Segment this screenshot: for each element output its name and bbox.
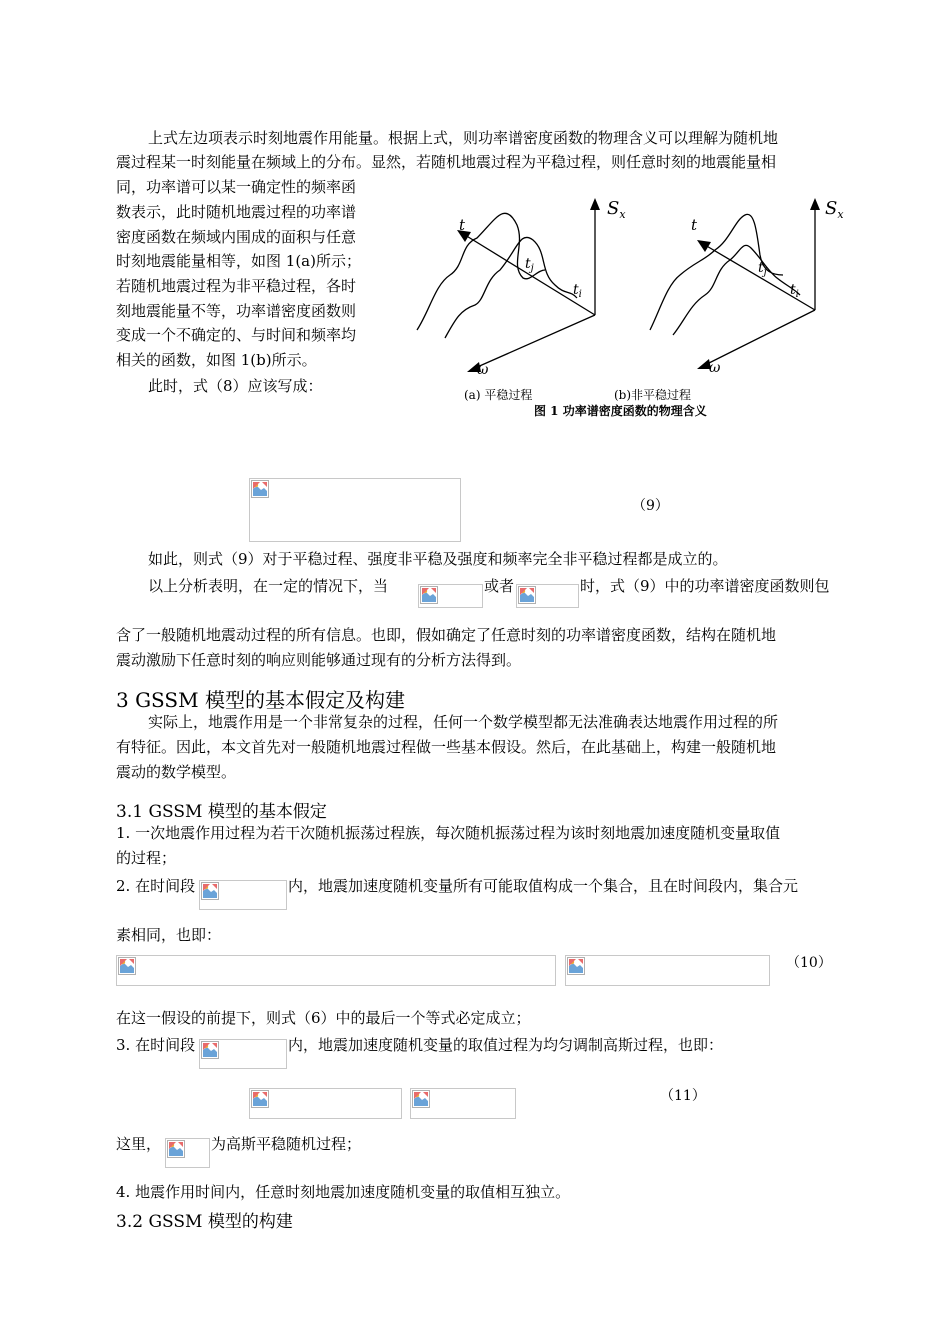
label-omega-b: ω — [709, 360, 721, 376]
inline-formula-image — [199, 880, 287, 910]
equation-11-number: （11） — [660, 1088, 706, 1104]
broken-image-icon — [201, 882, 219, 900]
figure-1a-caption: (a) 平稳过程 — [464, 388, 533, 402]
figure-1b-caption: (b)非平稳过程 — [614, 388, 692, 402]
after-eq10-line: 在这一假设的前提下，则式（6）中的最后一个等式必定成立； — [116, 1009, 531, 1027]
para1-narrow-line: 同，功率谱可以某一确定性的频率函 — [116, 178, 357, 196]
label-t-a: t — [459, 216, 466, 234]
here-line-b: 为高斯平稳随机过程； — [211, 1135, 362, 1153]
item2-line2: 素相同，也即： — [116, 926, 222, 944]
item2-line1a: 2. 在时间段 — [116, 877, 196, 895]
label-ti-b: $t_i$ — [790, 282, 799, 300]
axis-omega-line — [475, 315, 595, 368]
equation-11-image-right — [410, 1088, 516, 1119]
equation-10-image-left — [116, 955, 556, 986]
section-3-1-heading: 3.1 GSSM 模型的基本假定 — [116, 802, 327, 822]
item4-line: 4. 地震作用时间内，任意时刻地震加速度随机变量的取值相互独立。 — [116, 1183, 571, 1201]
label-tj-a: $t_j$ — [525, 256, 534, 274]
axis-t-line — [465, 235, 595, 315]
section3-p1: 实际上，地震作用是一个非常复杂的过程，任何一个数学模型都无法准确表达地震作用过程的所 — [148, 713, 779, 731]
axis-sx-arrow — [810, 198, 820, 210]
item3-line1a: 3. 在时间段 — [116, 1036, 196, 1054]
broken-image-icon — [412, 1090, 430, 1108]
broken-image-icon — [251, 1090, 269, 1108]
section3-p2: 有特征。因此，本文首先对一般随机地震过程做一些基本假设。然后，在此基础上，构建一般随机地 — [116, 738, 777, 756]
inline-formula-image — [516, 584, 579, 608]
label-tj-b: $t_j$ — [758, 260, 767, 278]
label-sx-a: $S_x$ — [607, 198, 626, 221]
inline-formula-image — [199, 1039, 287, 1069]
para2-line3: 含了一般随机地震动过程的所有信息。也即，假如确定了任意时刻的功率谱密度函数，结构在随机地 — [116, 626, 777, 644]
para1-narrow-line: 密度函数在频域内围成的面积与任意 — [116, 228, 357, 246]
here-line-a: 这里， — [116, 1135, 162, 1153]
broken-image-icon — [118, 957, 136, 975]
label-sx-b: $S_x$ — [825, 198, 844, 221]
para1-then-line: 此时，式（8）应该写成： — [148, 377, 323, 395]
para2-line4: 震动激励下任意时刻的响应则能够通过现有的分析方法得到。 — [116, 651, 522, 669]
broken-image-icon — [201, 1041, 219, 1059]
axis-sx-arrow — [590, 198, 600, 210]
axis-omega-line — [705, 310, 815, 365]
item1-line2: 的过程； — [116, 849, 177, 867]
inline-formula-image — [165, 1138, 210, 1168]
equation-9-number: （9） — [632, 498, 669, 514]
para2-line1: 如此，则式（9）对于平稳过程、强度非平稳及强度和频率完全非平稳过程都是成立的。 — [148, 550, 728, 568]
inline-formula-image — [418, 584, 483, 608]
para2-line2a: 以上分析表明，在一定的情况下，当 — [148, 577, 389, 595]
figure-1-title: 图 1 功率谱密度函数的物理含义 — [534, 404, 707, 418]
equation-10-number: （10） — [786, 955, 832, 971]
item1-line1: 1. 一次地震作用过程为若干次随机振荡过程族，每次随机振荡过程为该时刻地震加速度随机变量取值 — [116, 824, 781, 842]
broken-image-icon — [251, 480, 269, 498]
equation-11-image-left — [249, 1088, 402, 1119]
broken-image-icon — [567, 957, 585, 975]
para1-line1: 上式左边项表示时刻地震作用能量。根据上式，则功率谱密度函数的物理含义可以理解为随机地 — [148, 129, 779, 147]
label-omega-a: ω — [477, 362, 489, 378]
broken-image-icon — [518, 586, 536, 604]
axis-t-arrow — [697, 240, 711, 252]
para1-narrow-line: 若随机地震过程为非平稳过程，各时 — [116, 277, 357, 295]
equation-9-image — [249, 478, 461, 542]
item3-line1b: 内，地震加速度随机变量的取值过程为均匀调制高斯过程，也即： — [288, 1036, 724, 1054]
para1-line2: 震过程某一时刻能量在频域上的分布。显然，若随机地震过程为平稳过程，则任意时刻的地震能量相 — [116, 153, 777, 171]
para1-narrow-line: 时刻地震能量相等，如图 1(a)所示； — [116, 252, 361, 270]
para1-narrow-line: 刻地震能量不等，功率谱密度函数则 — [116, 302, 357, 320]
para2-line2b: 或者 — [484, 577, 515, 595]
curve-a-front — [445, 237, 577, 338]
equation-10-image-right — [565, 955, 770, 986]
para1-narrow-line: 相关的函数，如图 1(b)所示。 — [116, 351, 317, 369]
broken-image-icon — [420, 586, 438, 604]
label-ti-a: $t_i$ — [573, 282, 582, 300]
para1-narrow-line: 变成一个不确定的、与时间和频率均 — [116, 326, 357, 344]
para2-line2c: 时，式（9）中的功率谱密度函数则包 — [580, 577, 830, 595]
item2-line1b: 内，地震加速度随机变量所有可能取值构成一个集合，且在时间段内，集合元 — [288, 877, 799, 895]
section3-p3: 震动的数学模型。 — [116, 763, 237, 781]
section-3-2-heading: 3.2 GSSM 模型的构建 — [116, 1212, 293, 1232]
para1-narrow-line: 数表示，此时随机地震过程的功率谱 — [116, 203, 357, 221]
section-3-heading: 3 GSSM 模型的基本假定及构建 — [116, 688, 405, 712]
figure-1 — [405, 190, 855, 380]
label-t-b: t — [691, 216, 698, 234]
broken-image-icon — [167, 1140, 185, 1158]
